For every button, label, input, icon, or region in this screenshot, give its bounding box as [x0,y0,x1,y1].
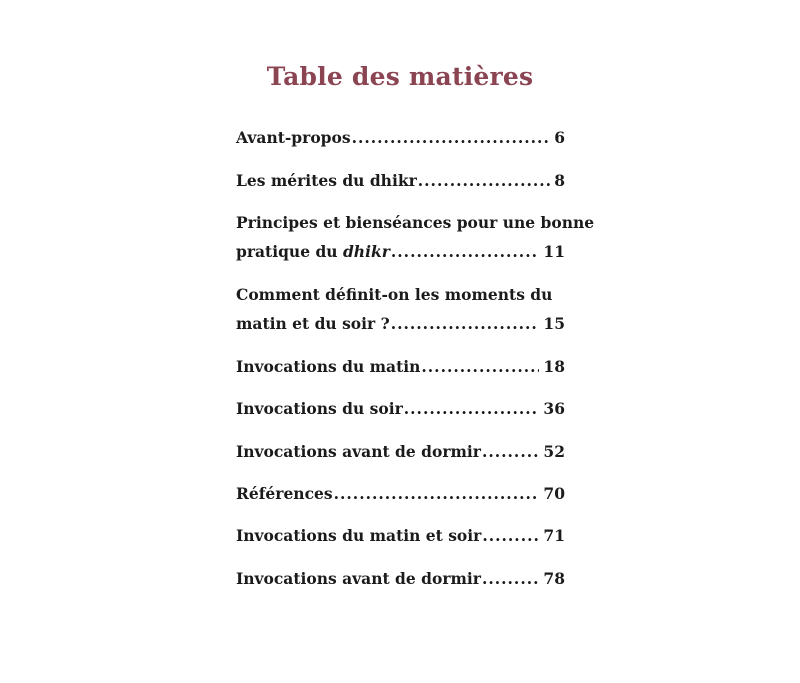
toc-entry-avant-propos [236,128,565,148]
toc-entry-merites-dhikr [236,171,565,191]
toc-page-number: 8 [554,171,565,190]
toc-entry-moments-line2 [236,314,565,334]
toc-leader-dots [482,526,539,546]
toc-page-number: 52 [543,442,565,461]
toc-entry-label: Invocations avant de dormir [236,569,481,588]
toc-page-number: 36 [543,399,565,418]
toc-page-number: 15 [543,314,565,333]
toc-leader-dots [418,171,550,191]
toc-entry-invocations-soir [236,399,565,419]
toc-entry-label: Références [236,484,333,503]
toc-page-number: 18 [543,357,565,376]
toc-title: Table des matières [266,62,534,91]
toc-page-number: 71 [543,526,565,545]
toc-entry-label: Les mérites du dhikr [236,171,417,190]
toc-entry-invocations-dormir-2 [236,569,565,589]
toc-entry-invocations-matin [236,357,565,377]
toc-entry-label-prefix: pratique du [236,242,343,261]
toc-entry-label: Avant-propos [236,128,351,147]
toc-entry-label: Invocations du matin [236,357,421,376]
toc-entry-label-italic: dhikr [342,242,390,261]
toc-entry-label-continued [236,242,390,262]
toc-entry-invocations-matin-soir [236,526,565,546]
toc-leader-dots [482,442,539,462]
toc-leader-dots [404,399,540,419]
toc-page-number: 11 [543,242,565,261]
toc-leader-dots [334,484,540,504]
toc-leader-dots [391,314,540,334]
toc-page-number: 70 [543,484,565,503]
toc-leader-dots [391,242,540,262]
toc-entry-label: Invocations du matin et soir [236,526,482,545]
toc-entry-label: Invocations avant de dormir [236,442,481,461]
toc-entry-label: Principes et bienséances pour une bonne [236,213,595,232]
toc-leader-dots [421,357,539,377]
toc-entry-invocations-dormir [236,442,565,462]
toc-page-number: 6 [554,128,565,147]
toc-entry-principes-line1 [236,213,595,233]
toc-leader-dots [482,569,539,589]
toc-entry-references [236,484,565,504]
toc-entry-principes-line2 [236,242,565,262]
toc-entry-moments-line1 [236,285,565,305]
toc-page-number: 78 [543,569,565,588]
toc-entry-label-continued: matin et du soir ? [236,314,390,333]
toc-entry-label: Invocations du soir [236,399,403,418]
toc-entry-label: Comment définit-on les moments du [236,285,553,304]
toc-leader-dots [352,128,551,148]
